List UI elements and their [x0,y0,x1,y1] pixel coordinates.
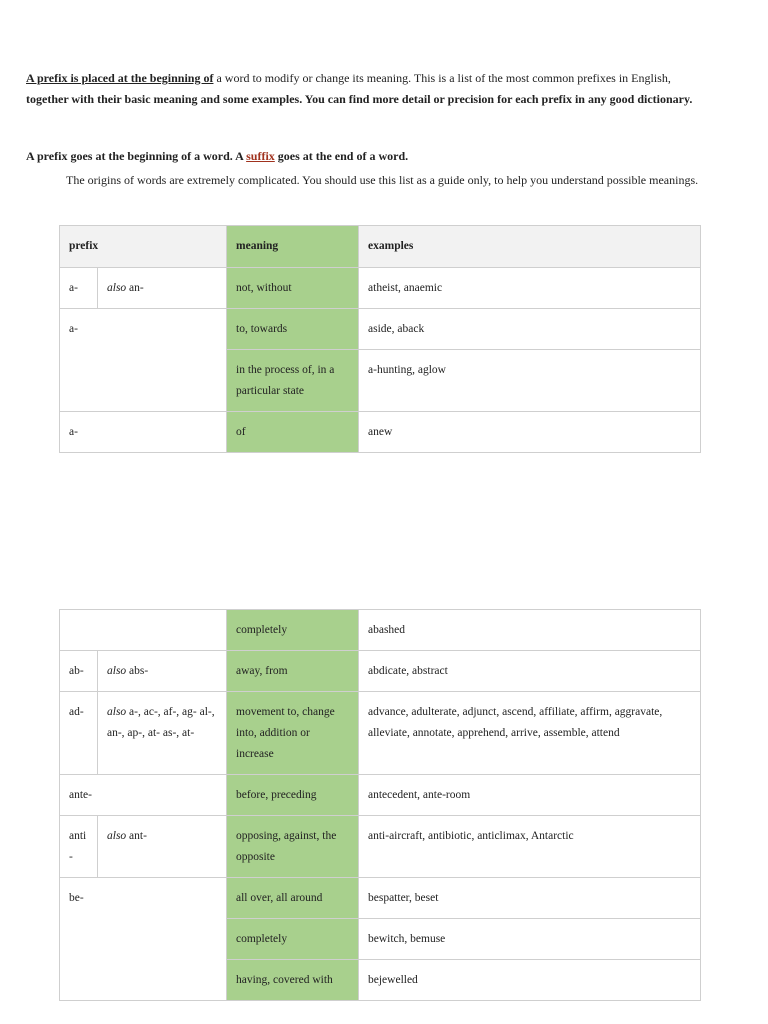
variant-text: an- [126,281,144,294]
prefix-cell: a- [60,309,227,412]
examples-cell: antecedent, ante-room [359,775,701,816]
meaning-cell: having, covered with [227,960,359,1001]
prefix-cell: a- [60,412,227,453]
header-prefix: prefix [60,226,227,268]
variant-cell [98,268,227,309]
examples-cell: abashed [359,610,701,651]
variant-cell [98,692,227,775]
table-row [60,610,701,651]
prefix-cell: anti - [60,816,98,878]
meaning-cell: opposing, against, the opposite [227,816,359,878]
intro-mid: a word to modify or change its meaning. This is a list of the most common prefixes in English, [213,71,671,85]
origins-note: The origins of words are extremely complicated. You should use this list as a guide only, to help you understand possible meanings. [66,173,699,187]
prefix-cell: ab- [60,651,98,692]
variant-text: ant- [126,830,147,842]
examples-cell: aside, aback [359,309,701,350]
examples-cell: advance, adulterate, adjunct, ascend, affiliate, affirm, aggravate, alleviate, annotate, apprehend, arrive, assemble, attend [359,692,701,775]
meaning-cell: of [227,412,359,453]
prefix-table-1 [59,225,701,453]
variant-text: a-, ac-, af-, ag- al-, an-, ap-, at- as-, at- [107,706,215,739]
examples-cell: bejewelled [359,960,701,1001]
variant-text: abs- [126,664,149,677]
table-row [60,309,701,350]
intro-bold-tail: together with their basic meaning and some examples. You can find more detail or precision for each prefix in any good dictionary. [26,92,693,106]
examples-cell: abdicate, abstract [359,651,701,692]
also-label: also [107,281,127,294]
header-examples: examples [359,226,701,268]
meaning-cell: in the process of, in a particular state [227,350,359,412]
meaning-cell: all over, all around [227,878,359,919]
intro-lead: A prefix is placed at the beginning of [26,71,214,85]
variant-cell [98,651,227,692]
meaning-cell: before, preceding [227,775,359,816]
header-meaning: meaning [227,226,359,268]
table-row [60,775,701,816]
table-row [60,692,701,775]
also-label: also [107,830,127,842]
suffix-link[interactable]: suffix [246,149,275,163]
meaning-cell: movement to, change into, addition or increase [227,692,359,775]
meaning-cell: away, from [227,651,359,692]
prefix-cell: be- [60,878,227,1001]
variant-cell [98,816,227,878]
table-row [60,268,701,309]
prefix-cell: a- [60,268,98,309]
meaning-cell: completely [227,610,359,651]
line2-text-a: A prefix goes at the beginning of a word. A [26,149,247,163]
prefix-cell: ad- [60,692,98,775]
examples-cell: atheist, anaemic [359,268,701,309]
table-row [60,651,701,692]
table-row [60,412,701,453]
meaning-cell: to, towards [227,309,359,350]
intro-paragraph [26,68,716,110]
table-row [60,816,701,878]
table-header-row [60,226,701,268]
table-row [60,878,701,919]
prefix-cell: ante- [60,775,227,816]
line2-text-b: goes at the end of a word. [274,149,409,163]
prefix-suffix-line [26,149,716,164]
examples-cell: bewitch, bemuse [359,919,701,960]
examples-cell: a-hunting, aglow [359,350,701,412]
examples-cell: anew [359,412,701,453]
also-label: also [107,706,127,718]
meaning-cell: not, without [227,268,359,309]
prefix-table-2 [59,609,701,1001]
examples-cell: anti-aircraft, antibiotic, anticlimax, Antarctic [359,816,701,878]
examples-cell: bespatter, beset [359,878,701,919]
also-label: also [107,664,127,677]
meaning-cell: completely [227,919,359,960]
prefix-cell-empty [60,610,227,651]
